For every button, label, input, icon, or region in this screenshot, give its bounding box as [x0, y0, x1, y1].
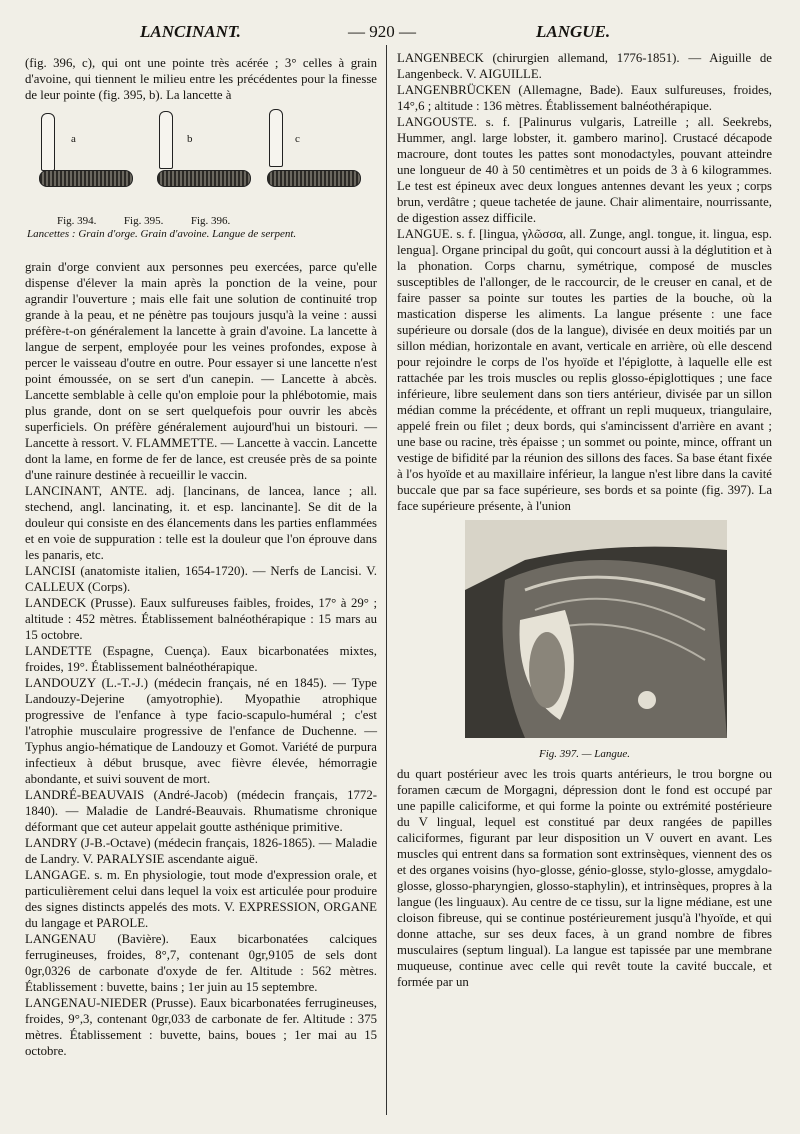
entry-lancette-body: grain d'orge convient aux personnes peu exercées, parce qu'elle dispense d'élever la main après la ponction de la veine, pour agrandir l'ouverture ; mais elle fait une solution de continuité trop grande à la peau, et ne pénètre pas toujours jusqu'à la veine : aussi préfère-t-on généralement la lancette à grain d'avoine. La lancette à langue de serpent, employée pour les veines profondes, expose à percer le vaisseau d'outre en outre. Pour essayer si une lancette n'est point émoussée, on se sert d'un canepin. — Lancette à abcès. Lancette semblable à celle qu'on emploie pour la phlébotomie, mais plus grande, dont on se sert quelquefois pour ouvrir les abcès superficiels. On préfère généralement aujourd'hui un bistouri. — Lancette à ressort. V. FLAMMETTE. — Lancette à vaccin. Lancette dont la lame, en forme de fer de lance, est creusée près de sa pointe d'une rainure destinée à recueillir le vaccin.: [25, 260, 377, 482]
entry-langue: LANGUE. s. f. [lingua, γλῶσσα, all. Zunge, angl. tongue, it. lingua, esp. lengua]. Organe principal du goût, qui concourt aussi à la déglutition et à la phonation. Corps charnu, symétrique, composé de muscles susceptibles de l'allonger, de le raccourcir, de le creuser en canal, et de faire passer sa pointe sur toutes les parties de la bouche, où la mastication disperse les aliments. La langue présente : une face supérieure ou dorsale (dos de la langue), divisée en deux moitiés par un sillon médian, horizontale en avant, verticale en arrière, où elle descend pour rejoindre le corps de l'os hyoïde et l'épiglotte, à laquelle elle est rattachée par les trois muscles ou replis glosso-épiglottiques ; une face inférieure, libre seulement dans son tiers antérieur, divisée par un sillon médian comme la précédente, et offrant un repli muqueux, triangulaire, appelé frein ou filet ; deux bords, qui s'amincissent d'arrière en avant ; une base ou racine, très épaisse ; un sommet ou pointe, mince, offrant un vestige de bifidité par la réunion des sillons des faces. Sa base étant fixée à l'os hyoïde et au maxillaire inférieur, la langue n'est libre dans la cavité buccale que par sa face supérieure, ses bords et sa pointe (fig. 397). La face supérieure présente, à l'union: [397, 227, 772, 513]
entry-langenbeck: LANGENBECK (chirurgien allemand, 1776-1851). — Aiguille de Langenbeck. V. AIGUILLE.: [397, 51, 772, 81]
figure-description: Lancettes : Grain d'orge. Grain d'avoine. Langue de serpent.: [27, 228, 297, 240]
entry-langenau-nieder: LANGENAU-NIEDER (Prusse). Eaux bicarbonatées ferrugineuses, froides, 9°,3, contenant 0gr,033 de carbonate de fer. Altitude : 375 mètres. Établissement : buvette, bains, boues ; 1er mai au 15 octobre.: [25, 996, 377, 1058]
fig-label-b: b: [187, 133, 193, 145]
lancet-handle-a: [39, 170, 133, 187]
figure-langue-caption: Fig. 397. — Langue.: [538, 748, 631, 760]
entry-langenbrucken: LANGENBRÜCKEN (Allemagne, Bade). Eaux sulfureuses, froides, 14°,6 ; altitude : 136 mètres. Établissement balnéothérapique.: [397, 83, 772, 113]
entry-landette: LANDETTE (Espagne, Cuença). Eaux bicarbonatées mixtes, froides, 19°. Établissement balnéothérapique.: [25, 644, 377, 674]
entry-langue-continued: du quart postérieur avec les trois quarts antérieurs, le trou borgne ou foramen cæcum de Morgagni, dépression dont le fond est occupé par une papille caliciforme, et qui forme la pointe ou extrémité postérieure du V lingual, lequel est constitué par deux rangées de papilles caliciformes, figurant par leur disposition un V ouvert en avant. Les muscles qui entrent dans sa formation sont extrinsèques, viennent des os et des organes voisins (hyo-glosse, génio-glosse, stylo-glosse, amygdalo-glosse, glosso-pharyngien, glosso-staphylin), et intrinsèques, propres à la langue (les linguaux). Au centre de ce tissu, sur la ligne médiane, est une cloison fibreuse, qui se continue postérieurement jusqu'à l'hyoïde, et qui donne attache, sur ses deux faces, à un grand nombre de fibres musculaires (septum lingual). La langue est tapissée par une membrane muqueuse, continue avec celle qui revêt toute la cavité buccale, et formée par un: [397, 767, 772, 989]
lancet-blade-b: [159, 111, 173, 169]
fig-label-a: a: [71, 133, 76, 145]
right-column: [397, 50, 772, 990]
entry-landouzy: LANDOUZY (L.-T.-J.) (médecin français, né en 1845). — Type Landouzy-Dejerine (amyotrophie). Myopathie atrophique progressive de l'enfance à type facio-scapulo-huméral ; c'est l'atrophie musculaire progressive de l'enfance de Duchenne. — Typhus angio-hématique de Landouzy et Gomot. Variété de purpura infectieux à début brusque, avec fièvre élevée, hémorragie abondante, et suivi souvent de mort.: [25, 676, 377, 786]
entry-lancette-continued: (fig. 396, c), qui ont une pointe très acérée ; 3° celles à grain d'avoine, qui tiennent le milieu entre les précédentes pour la finesse de leur pointe (fig. 395, b). La lancette à: [25, 56, 377, 102]
column-divider: [386, 45, 387, 1115]
header-left: LANCINANT.: [140, 22, 241, 41]
fig-label-c: c: [295, 133, 300, 145]
lancet-blade-a: [41, 113, 55, 171]
entry-lancisi: LANCISI (anatomiste italien, 1654-1720). — Nerfs de Lancisi. V. CALLEUX (Corps).: [25, 564, 377, 594]
entry-langouste: LANGOUSTE. s. f. [Palinurus vulgaris, Latreille ; all. Seekrebs, Hummer, angl. large lobster, it. gambero marino]. Crustacé décapode macroure, dont toutes les pattes sont monodactyles, pouvant atteindre une longueur de 40 à 50 centimètres et un poids de 3 à 6 kilogrammes. Le test est épineux avec deux longues antennes devant les yeux ; corps brun, verdâtre ; queue tachetée de jaune. Chair alimentaire, nourrissante, de digestion assez difficile.: [397, 115, 772, 225]
lancet-blade-c: [269, 109, 283, 167]
tongue-illustration: [465, 520, 727, 738]
lancet-handle-b: [157, 170, 251, 187]
tongue-section-drawing: [465, 520, 727, 738]
entry-lancinant: LANCINANT, ANTE. adj. [lancinans, de lancea, lance ; all. stechend, angl. lancinating, it. et esp. lancinante]. Se dit de la douleur qui consiste en des élancements dans les parties enflammées et en voie de suppuration : telle est la douleur que l'on éprouve dans les panaris, etc.: [25, 484, 377, 562]
entry-landre-beauvais: LANDRÉ-BEAUVAIS (André-Jacob) (médecin français, 1772-1840). — Maladie de Landré-Beauvais. Rhumatisme chronique déformant que cet auteur appelait goutte asthénique primitive.: [25, 788, 377, 834]
figure-langue: [397, 520, 772, 764]
figure-numbers: Fig. 394. Fig. 395. Fig. 396.: [57, 215, 231, 227]
entry-landeck: LANDECK (Prusse). Eaux sulfureuses faibles, froides, 17° à 29° ; altitude : 452 mètres. Établissement balnéothérapique : 15 mars au 15 octobre.: [25, 596, 377, 642]
header-right: LANGUE.: [536, 22, 611, 41]
lancet-handle-c: [267, 170, 361, 187]
left-column: [25, 55, 377, 1059]
entry-landry: LANDRY (J-B.-Octave) (médecin français, 1826-1865). — Maladie de Landry. V. PARALYSIE ascendante aiguë.: [25, 836, 377, 866]
page-number: — 920 —: [348, 22, 416, 41]
figure-lancettes: [25, 105, 377, 255]
entry-langenau: LANGENAU (Bavière). Eaux bicarbonatées calciques ferrugineuses, froides, 8°,7, contenant 0gr,9105 de sels dont 0gr,0326 de carbonate d'oxyde de fer. Altitude : 562 mètres. Établissement : buvette, bains ; 1er juin au 15 septembre.: [25, 932, 377, 994]
entry-langage: LANGAGE. s. m. En physiologie, tout mode d'expression orale, et particulièrement celui dans lequel la voix est articulée pour produire des signes distincts appelés des mots. V. EXPRESSION, ORGANE du langage et PAROLE.: [25, 868, 377, 930]
running-header: [0, 22, 780, 46]
figure-lancettes-caption: [27, 215, 377, 241]
